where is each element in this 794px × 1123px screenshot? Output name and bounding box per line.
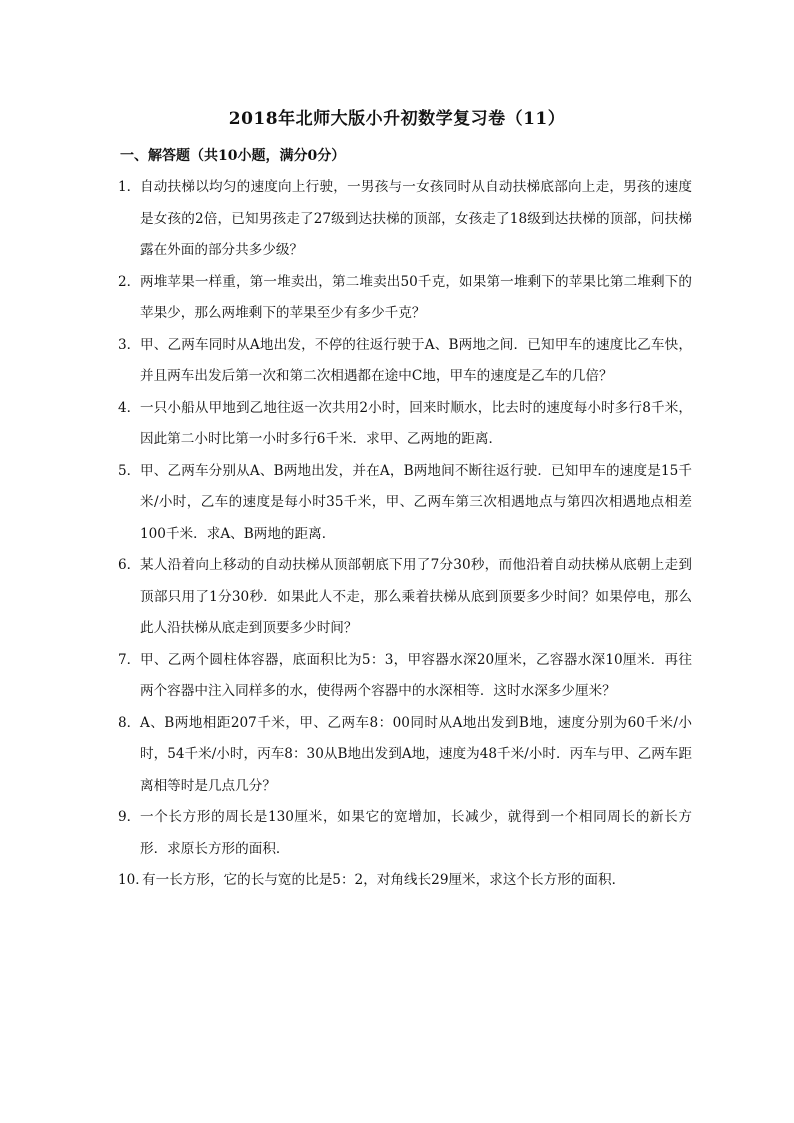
question-number: 4． [118,399,141,416]
question-list [118,172,692,897]
question-item [118,550,692,645]
question-number: 6． [118,557,141,573]
question-text: 甲、乙两车分别从A、B两地出发，并在A，B两地间不断往返行驶．已知甲车的速度是15千米/小时，乙车的速度是每小时35千米，甲、乙两车第三次相遇地点与第四次相遇地点相差100千米．求A、B两地的距离． [140,462,692,542]
question-text: 甲、乙两个圆柱体容器，底面积比为5：3，甲容器水深20厘米，乙容器水深10厘米．再往两个容器中注入同样多的水，使得两个容器中的水深相等．这时水深多少厘米？ [140,651,692,699]
section-heading: 一、解答题（共10小题，满分0分） [120,148,346,164]
question-item [118,456,692,551]
question-text: 甲、乙两车同时从A地出发，不停的往返行驶于A、B两地之间．已知甲车的速度比乙车快，并且两车出发后第一次和第二次相遇都在途中C地，甲车的速度是乙车的几倍？ [140,336,692,384]
question-number: 1． [118,179,141,195]
question-number: 5． [118,462,141,479]
question-item [118,330,692,393]
question-text: 两堆苹果一样重，第一堆卖出，第二堆卖出50千克，如果第一堆剩下的苹果比第二堆剩下的苹果少，那么两堆剩下的苹果至少有多少千克？ [140,273,692,321]
question-text: 有一长方形，它的长与宽的比是5：2，对角线长29厘米，求这个长方形的面积． [142,872,626,888]
question-text: 某人沿着向上移动的自动扶梯从顶部朝底下用了7分30秒，而他沿着自动扶梯从底朝上走到顶部只用了1分30秒．如果此人不走，那么乘着扶梯从底到顶要多少时间？如果停电，那么此人沿扶梯从底走到顶要多少时间？ [140,557,692,636]
question-item [118,267,692,330]
question-item [118,645,692,708]
question-item [118,172,692,267]
document-title: 2018年北师大版小升初数学复习卷（11） [228,109,566,129]
question-number: 2． [118,273,141,290]
question-item [118,865,692,897]
question-text: 一只小船从甲地到乙地往返一次共用2小时，回来时顺水，比去时的速度每小时多行8千米，因此第二小时比第一小时多行6千米．求甲、乙两地的距离． [140,399,692,447]
question-number: 9． [118,809,141,825]
question-number: 8． [118,714,141,731]
question-text: 自动扶梯以均匀的速度向上行驶，一男孩与一女孩同时从自动扶梯底部向上走，男孩的速度是女孩的2倍，已知男孩走了27级到达扶梯的顶部，女孩走了18级到达扶梯的顶部，问扶梯露在外面的部分共多少级？ [140,179,692,258]
question-item [118,393,692,456]
question-number: 7． [118,651,141,668]
question-text: A、B两地相距207千米，甲、乙两车8：00同时从A地出发到B地，速度分别为60千米/小时，54千米/小时，丙车8：30从B地出发到A地，速度为48千米/小时．丙车与甲、乙两车距离相等时是几点几分？ [140,714,692,794]
question-number: 10． [118,872,149,888]
question-number: 3． [118,336,141,353]
question-item [118,802,692,865]
question-item [118,708,692,803]
question-text: 一个长方形的周长是130厘米，如果它的宽增加，长减少，就得到一个相同周长的新长方形．求原长方形的面积． [140,809,692,857]
